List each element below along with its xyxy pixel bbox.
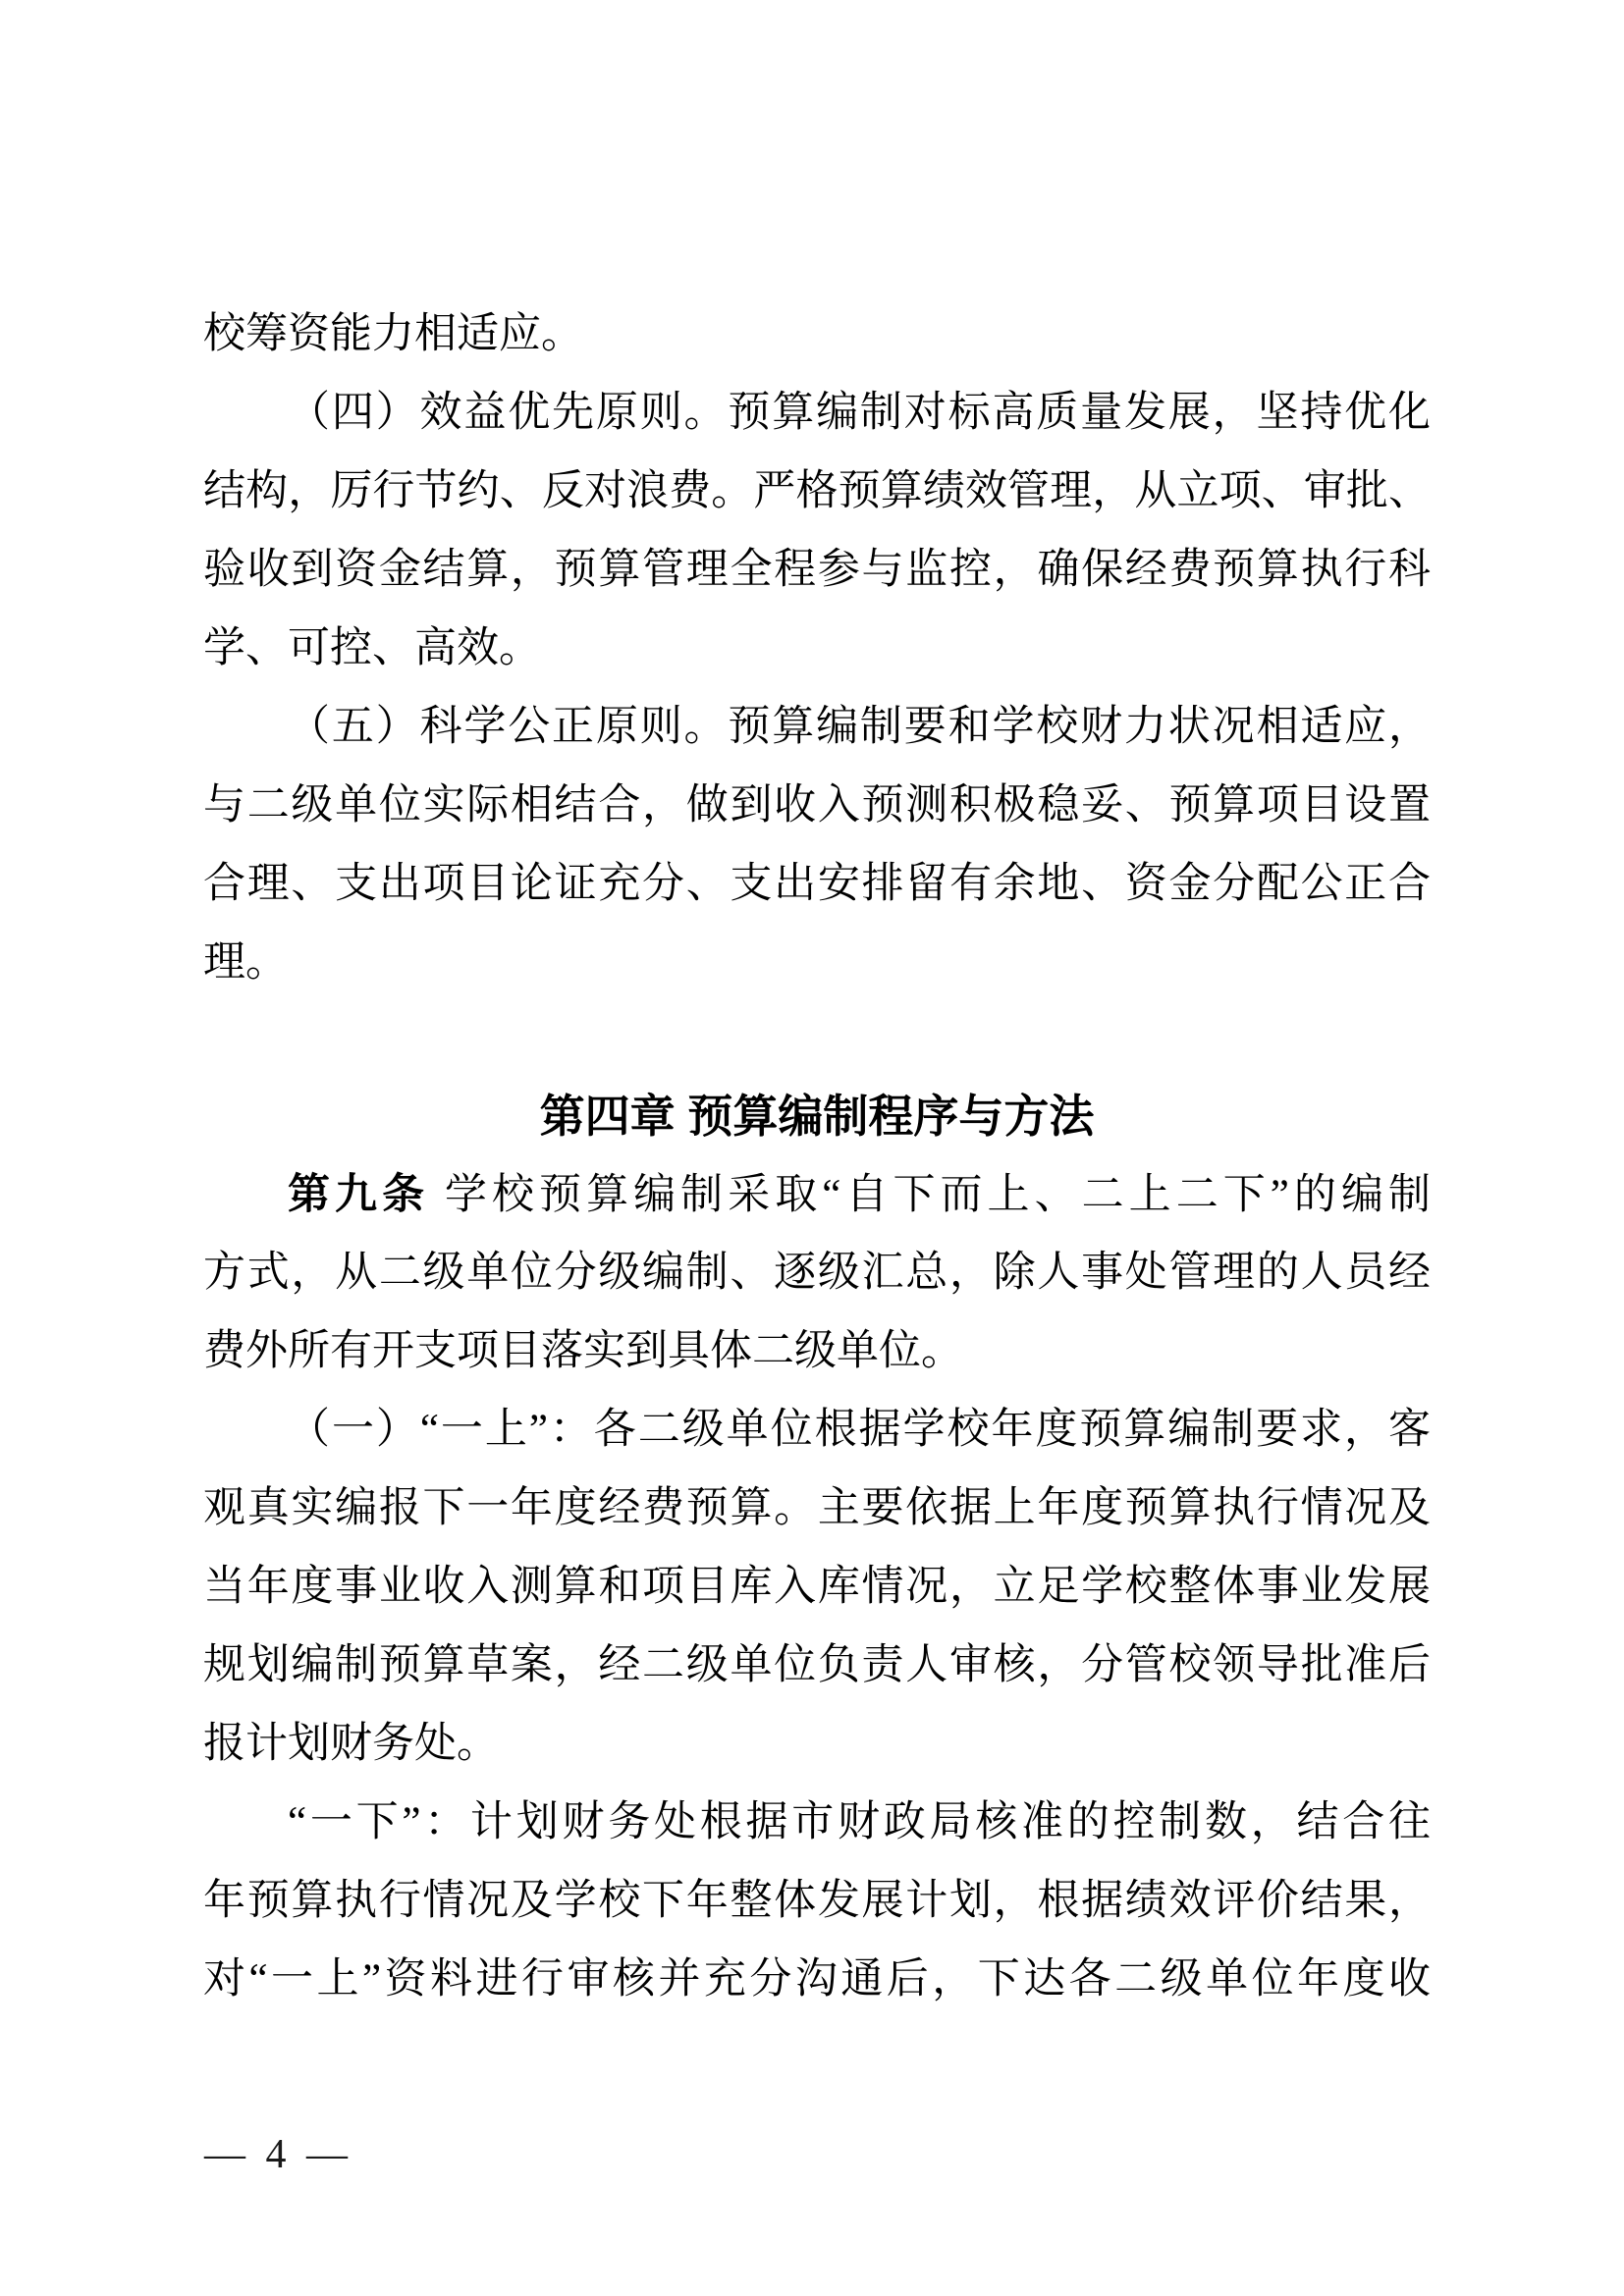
paragraph-line: 观真实编报下一年度经费预算。主要依据上年度预算执行情况及: [203, 1485, 1431, 1531]
paragraph-line: 费外所有开支项目落实到具体二级单位。: [203, 1328, 963, 1374]
article-number-label: 第九条: [288, 1171, 430, 1218]
paragraph-line: 理。: [203, 939, 288, 986]
paragraph-line: 方式，从二级单位分级编制、逐级汇总，除人事处管理的人员经: [203, 1250, 1431, 1296]
paragraph-line: 学、可控、高效。: [203, 625, 541, 671]
paragraph-line: 合理、支出项目论证充分、支出安排留有余地、资金分配公正合: [203, 861, 1431, 907]
chapter-heading: 第四章 预算编制程序与方法: [539, 1091, 1095, 1142]
article-first-line: [203, 1155, 1431, 1234]
article-text: 学校预算编制采取“自下而上、二上二下”的编制: [429, 1172, 1432, 1218]
paragraph-line: 验收到资金结算，预算管理全程参与监控，确保经费预算执行科: [203, 547, 1431, 593]
paragraph-line: 与二级单位实际相结合，做到收入预测积极稳妥、预算项目设置: [203, 782, 1431, 828]
paragraph-line: 当年度事业收入测算和项目库入库情况，立足学校整体事业发展: [203, 1564, 1431, 1610]
paragraph-line: （一）“一上”：各二级单位根据学校年度预算编制要求，客: [288, 1407, 1431, 1453]
paragraph-line: （五）科学公正原则。预算编制要和学校财力状况相适应，: [288, 704, 1431, 750]
paragraph-line: 校筹资能力相适应。: [203, 311, 583, 357]
paragraph-line: （四）效益优先原则。预算编制对标高质量发展，坚持优化: [288, 390, 1431, 436]
page-number: — 4 —: [204, 2132, 352, 2177]
paragraph-line: 规划编制预算草案，经二级单位负责人审核，分管校领导批准后: [203, 1642, 1431, 1688]
paragraph-line: 报计划财务处。: [203, 1721, 499, 1767]
paragraph-line: 结构，厉行节约、反对浪费。严格预算绩效管理，从立项、审批、: [203, 468, 1431, 514]
paragraph-line: 对“一上”资料进行审核并充分沟通后，下达各二级单位年度收: [203, 1956, 1431, 2002]
paragraph-line: “一下”：计划财务处根据市财政局核准的控制数，结合往: [288, 1799, 1431, 1845]
paragraph-line: 年预算执行情况及学校下年整体发展计划，根据绩效评价结果，: [203, 1878, 1431, 1924]
document-body: [203, 295, 1431, 2019]
